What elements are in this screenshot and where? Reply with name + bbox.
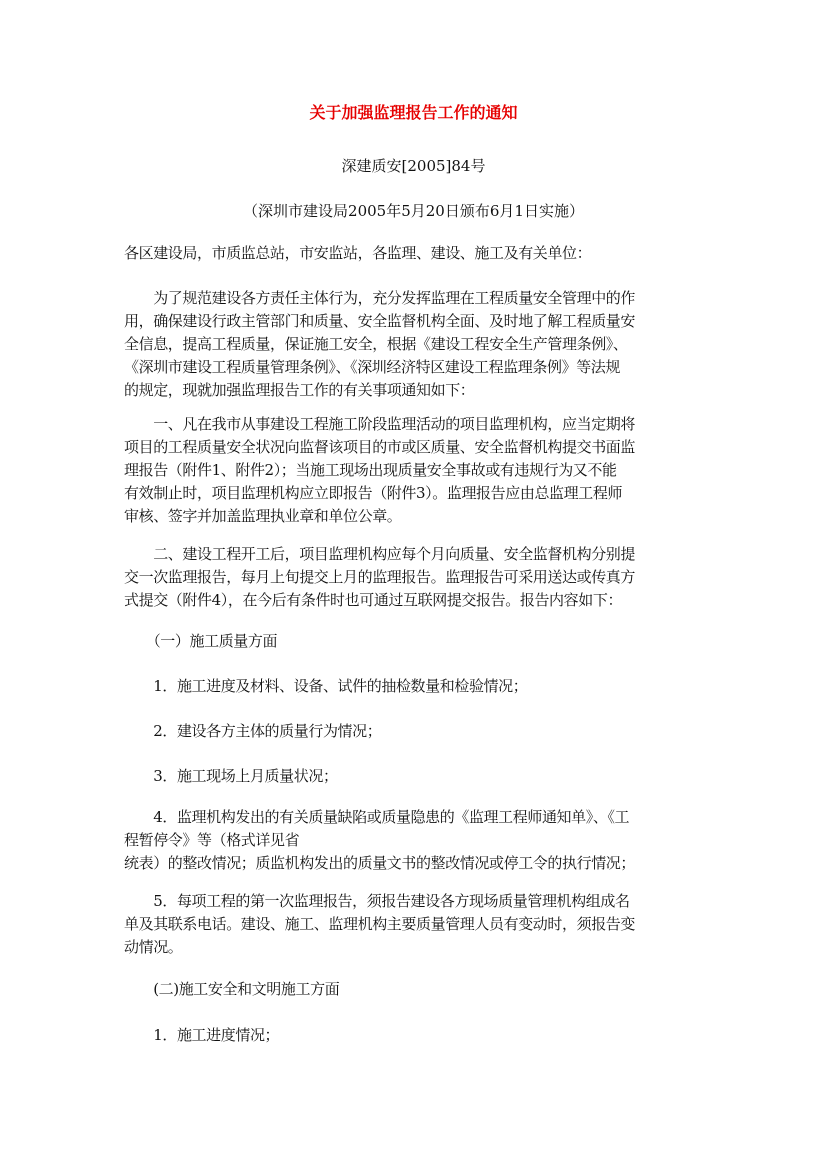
list-item-quality-1 (124, 675, 706, 698)
paragraph-line: 项目的工程质量安全状况向监督该项目的市或区质量、安全监督机构提交书面监 (124, 438, 636, 456)
paragraph-section-2 (124, 543, 706, 612)
paragraph-line: 用，确保建设行政主管部门和质量、安全监督机构全面、及时地了解工程质量安 (124, 312, 636, 330)
addressee-text: 各区建设局，市质监总站，市安监站，各监理、建设、施工及有关单位： (124, 244, 592, 262)
paragraph-line: 的规定，现就加强监理报告工作的有关事项通知如下： (124, 381, 475, 399)
paragraph-line: 交一次监理报告，每月上旬提交上月的监理报告。监理报告可采用送达或传真方 (124, 568, 636, 586)
document-title: 关于加强监理报告工作的通知 (309, 103, 518, 122)
list-item-text: 1．施工进度及材料、设备、试件的抽检数量和检验情况； (124, 677, 528, 695)
subheading-text: (二)施工安全和文明施工方面 (124, 980, 340, 998)
paragraph-line: 动情况。 (124, 938, 183, 956)
paragraph-line: 单及其联系电话。建设、施工、监理机构主要质量管理人员有变动时，须报告变 (124, 915, 636, 933)
paragraph-line: 为了规范建设各方责任主体行为，充分发挥监理在工程质量安全管理中的作 (124, 289, 636, 307)
paragraph-line: 理报告（附件1、附件2）；当施工现场出现质量安全事故或有违规行为又不能 (124, 461, 617, 479)
list-item-quality-5 (124, 890, 706, 959)
subheading-text: （一）施工质量方面 (124, 632, 278, 650)
list-item-quality-2 (124, 720, 706, 743)
paragraph-line: 二、建设工程开工后，项目监理机构应每个月向质量、安全监督机构分别提 (124, 545, 636, 563)
paragraph-line: 一、凡在我市从事建设工程施工阶段监理活动的项目监理机构，应当定期将 (124, 415, 636, 433)
paragraph-line: 5．每项工程的第一次监理报告，须报告建设各方现场质量管理机构组成名 (124, 892, 630, 910)
subheading-safety (124, 978, 706, 1001)
list-item-text: 3．施工现场上月质量状况； (124, 767, 338, 785)
issue-note: （深圳市建设局2005年5月20日颁布6月1日实施） (243, 202, 584, 220)
paragraph-line: 审核、签字并加盖监理执业章和单位公章。 (124, 507, 402, 525)
list-item-quality-3 (124, 765, 706, 788)
list-item-text: 2．建设各方主体的质量行为情况； (124, 722, 382, 740)
list-item-safety-1 (124, 1024, 706, 1047)
paragraph-line: 统表）的整改情况；质监机构发出的质量文书的整改情况或停工令的执行情况； (124, 854, 636, 872)
paragraph-line: 程暂停令》等（格式详见省 (124, 831, 300, 849)
paragraph-section-1 (124, 413, 706, 528)
list-item-quality-4 (124, 806, 706, 875)
paragraph-line: 有效制止时，项目监理机构应立即报告（附件3）。监理报告应由总监理工程师 (124, 484, 623, 502)
paragraph-preamble (124, 287, 706, 402)
addressee-line (124, 242, 706, 265)
document-number: 深建质安[2005]84号 (341, 157, 486, 175)
list-item-text: 1．施工进度情况； (124, 1026, 280, 1044)
paragraph-line: 式提交（附件4），在今后有条件时也可通过互联网提交报告。报告内容如下： (124, 591, 623, 609)
paragraph-line: 4．监理机构发出的有关质量缺陷或质量隐患的《监理工程师通知单》、《工 (124, 808, 630, 826)
paragraph-line: 《深圳市建设工程质量管理条例》、《深圳经济特区建设工程监理条例》等法规 (124, 358, 621, 376)
subheading-quality (124, 630, 706, 653)
paragraph-line: 全信息，提高工程质量，保证施工安全，根据《建设工程安全生产管理条例》、 (124, 335, 628, 353)
